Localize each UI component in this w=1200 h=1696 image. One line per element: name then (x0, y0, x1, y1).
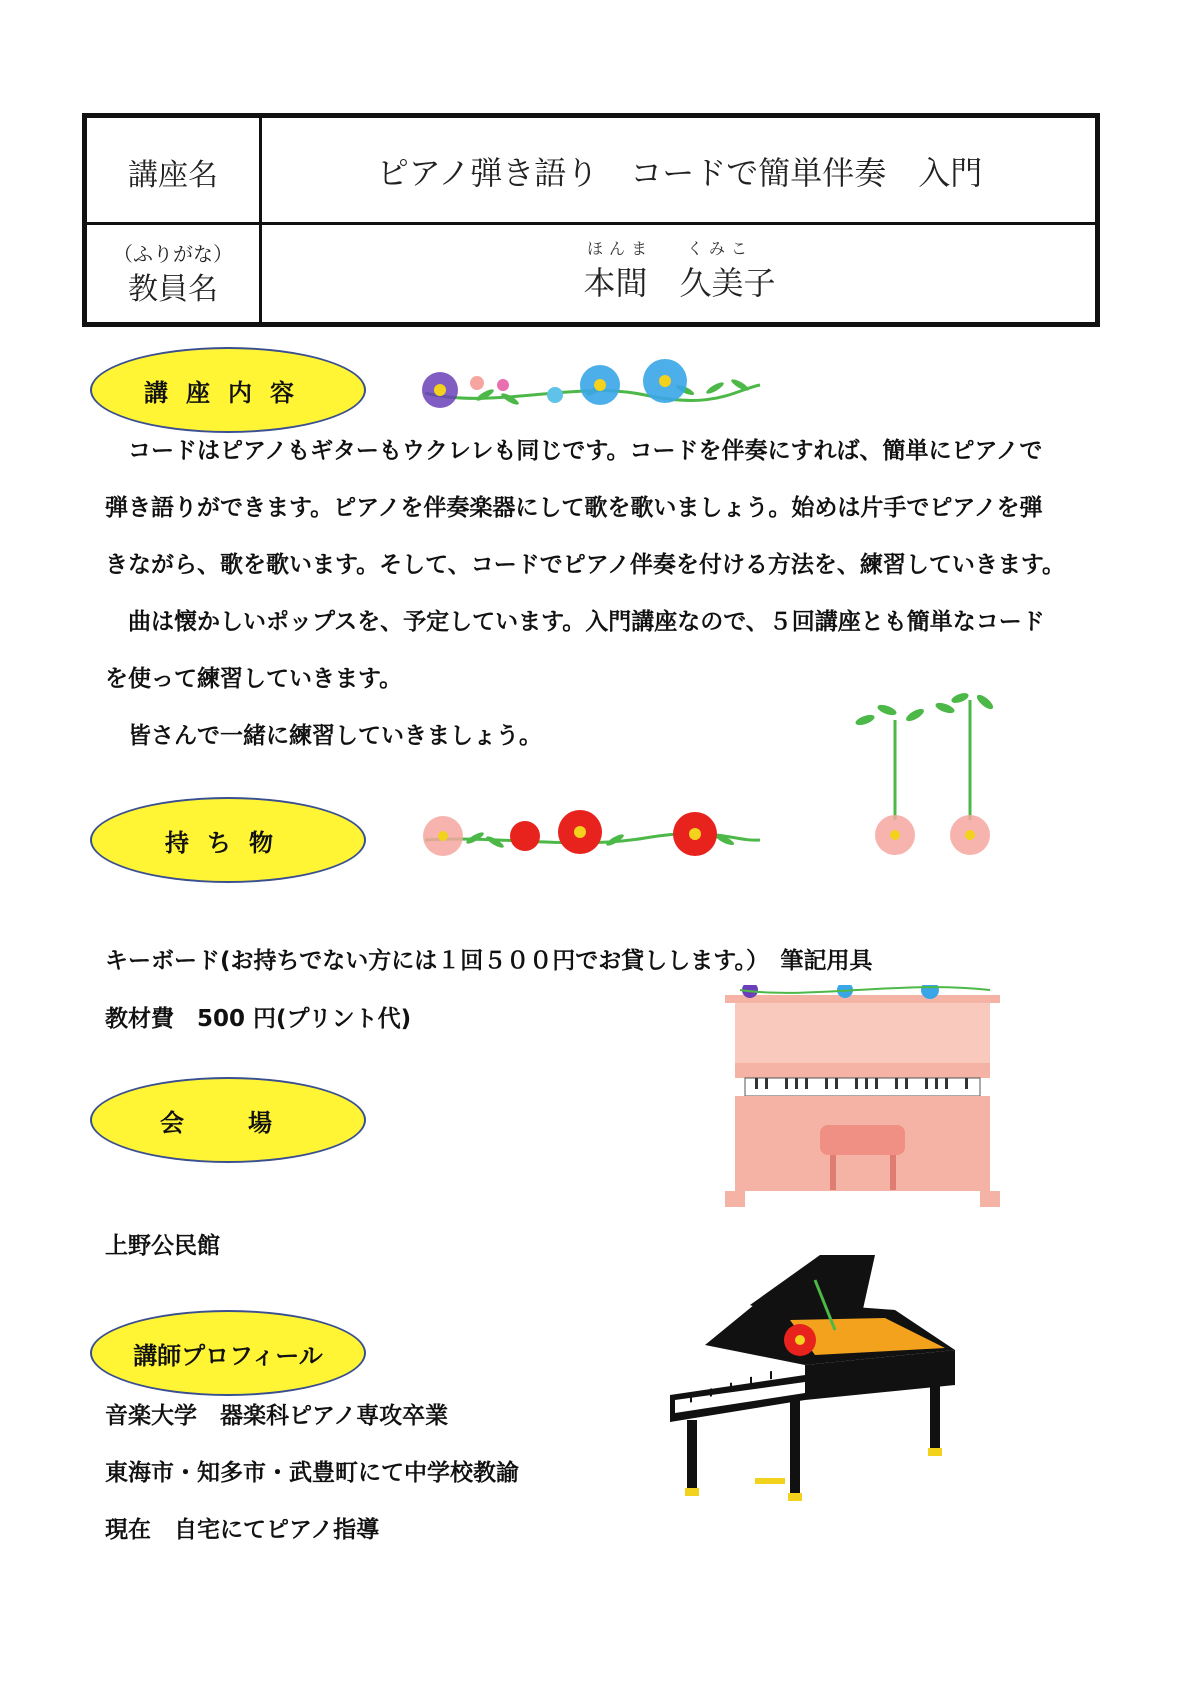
content-line-6: 皆さんで一緒に練習していきましょう。 (105, 723, 542, 749)
profile-line-2: 東海市・知多市・武豊町にて中学校教諭 (105, 1460, 519, 1486)
belongings-line-2: 教材費 500 円(プリント代) (105, 1006, 412, 1032)
section-heading-belongings: 持ち物 (90, 797, 366, 883)
content-line-1: コードはピアノもギターもウクレレも同じです。コードを伴奏にすれば、簡単にピアノで (105, 438, 1043, 464)
grand-piano-icon (665, 1250, 965, 1510)
teacher-ruby-given: くみこ (687, 239, 754, 258)
teacher-name: 本間 久美子 (583, 264, 776, 302)
sprouting-flowers-icon (845, 690, 1015, 860)
venue-line-1: 上野公民館 (105, 1233, 220, 1259)
content-line-3: きながら、歌を歌います。そして、コードでピアノ伴奏を付ける方法を、練習していきます。 (105, 552, 1066, 578)
flower-garland-icon (415, 355, 765, 425)
belongings-line-1: キーボード(お持ちでない方には１回５００円でお貸しします。） 筆記用具 (105, 948, 873, 974)
course-info-table (82, 113, 1100, 327)
course-name-label: 講座名 (128, 158, 218, 193)
section-heading-venue: 会場 (90, 1077, 366, 1163)
course-title: ピアノ弾き語り コードで簡単伴奏 入門 (376, 154, 983, 192)
content-line-4: 曲は懐かしいポップスを、予定しています。入門講座なので、５回講座とも簡単なコード (105, 609, 1045, 635)
teacher-label: 教員名 (128, 272, 218, 307)
content-line-2: 弾き語りができます。ピアノを伴奏楽器にして歌を歌いましょう。始めは片手でピアノを弾 (105, 495, 1043, 521)
profile-line-3: 現在 自宅にてピアノ指導 (105, 1517, 380, 1543)
teacher-ruby-family: ほんま (587, 239, 654, 258)
profile-line-1: 音楽大学 器楽科ピアノ専攻卒業 (105, 1403, 449, 1429)
flower-garland-icon (415, 800, 765, 870)
section-heading-profile: 講師プロフィール (90, 1310, 366, 1396)
section-heading-content: 講座内容 (90, 347, 366, 433)
furigana-label: （ふりがな） (113, 242, 233, 266)
table-divider-horizontal (87, 222, 1095, 225)
upright-piano-icon (720, 985, 1005, 1215)
content-line-5: を使って練習していきます。 (105, 666, 403, 692)
